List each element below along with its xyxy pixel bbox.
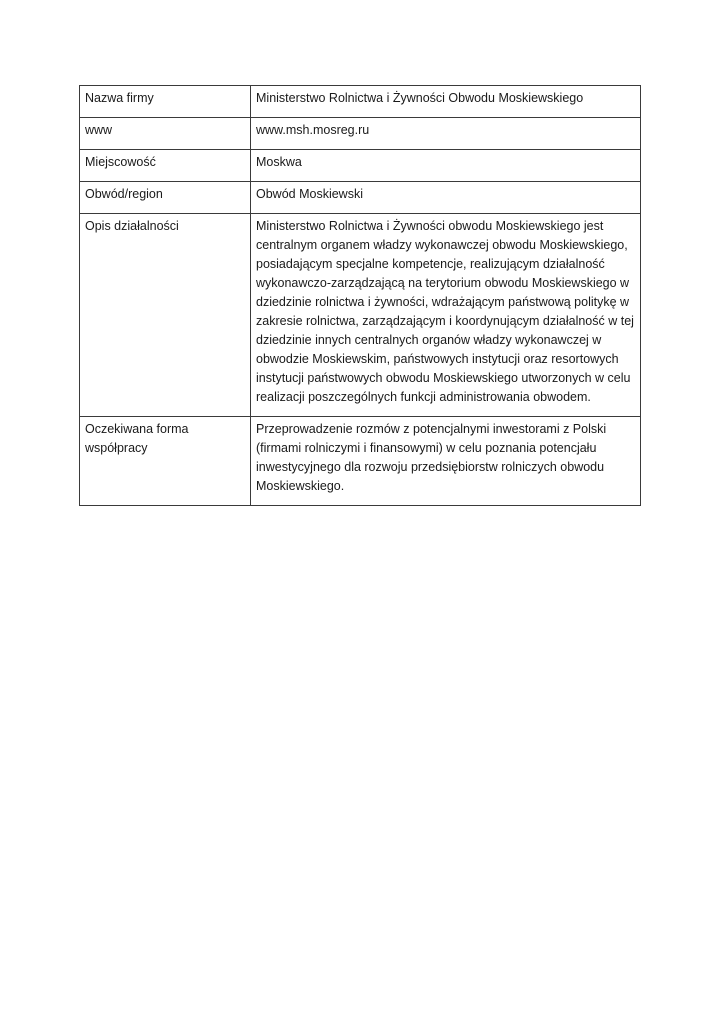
table-row-city: [80, 150, 641, 182]
table-row-activity-description: [80, 214, 641, 417]
row-label-region: Obwód/region: [80, 182, 251, 214]
table-row-www: [80, 118, 641, 150]
row-value-cooperation-form: Przeprowadzenie rozmów z potencjalnymi inwestorami z Polski (firmami rolniczymi i finansowymi) w celu poznania potencjału inwestycyjnego dla rozwoju przedsiębiorstw rolniczych obwodu Moskiewskiego.: [251, 417, 641, 506]
row-value-www: www.msh.mosreg.ru: [251, 118, 641, 150]
row-label-company-name: Nazwa firmy: [80, 86, 251, 118]
row-label-cooperation-form: Oczekiwana forma współpracy: [80, 417, 251, 506]
row-value-company-name: Ministerstwo Rolnictwa i Żywności Obwodu Moskiewskiego: [251, 86, 641, 118]
row-value-region: Obwód Moskiewski: [251, 182, 641, 214]
table-row-region: [80, 182, 641, 214]
row-label-www: www: [80, 118, 251, 150]
row-label-activity-description: Opis działalności: [80, 214, 251, 417]
table-row-company-name: [80, 86, 641, 118]
row-value-city: Moskwa: [251, 150, 641, 182]
row-value-activity-description: Ministerstwo Rolnictwa i Żywności obwodu Moskiewskiego jest centralnym organem władzy wykonawczej obwodu Moskiewskiego, posiadającym specjalne kompetencje, realizującym działalność wykonawczo-zarządzającą na terytorium obwodu Moskiewskiego w dziedzinie rolnictwa i żywności, wdrażającym państwową politykę w zakresie rolnictwa, zarządzającym i koordynującym działalność w tej dziedzinie innych centralnych organów władzy wykonawczej w obwodzie Moskiewskim, państwowych instytucji oraz resortowych instytucji państwowych obwodu Moskiewskiego utworzonych w celu realizacji poszczególnych funkcji administrowania obwodem.: [251, 214, 641, 417]
row-label-city: Miejscowość: [80, 150, 251, 182]
company-info-table: [79, 85, 641, 506]
table-row-cooperation-form: [80, 417, 641, 506]
